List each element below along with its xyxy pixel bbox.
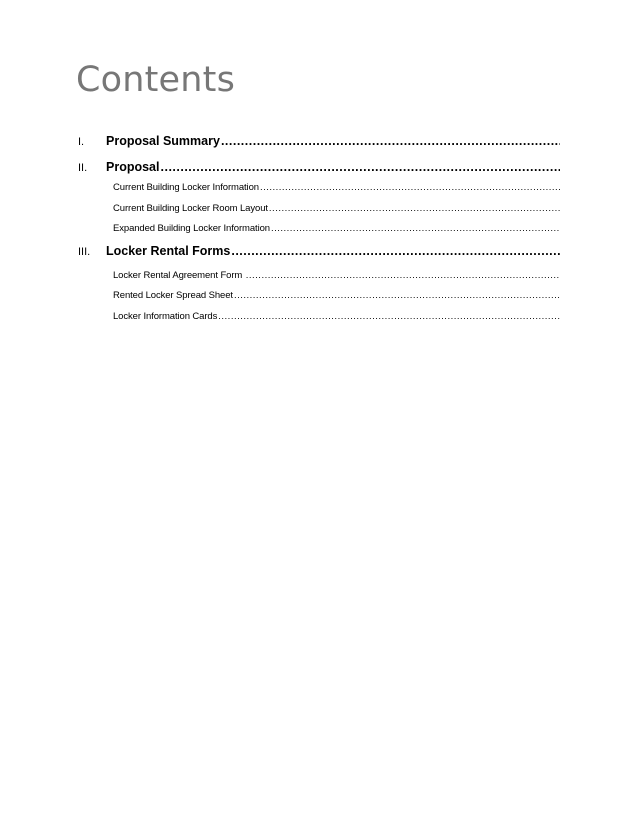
page-title: Contents [76, 60, 236, 100]
section-label: Proposal Summary [106, 134, 220, 148]
toc-subitem-current-building-locker-information[interactable] [78, 178, 560, 199]
dot-leader [269, 199, 560, 220]
section-numeral: I. [78, 136, 85, 148]
section-numeral: II. [78, 162, 88, 174]
toc-subitem-locker-information-cards[interactable] [78, 307, 560, 328]
dot-leader [161, 156, 561, 178]
dot-leader [221, 130, 560, 152]
dot-leader [234, 286, 560, 307]
subitem-label: Current Building Locker Room Layout [113, 202, 268, 214]
subitem-label: Locker Rental Agreement Form [113, 269, 245, 281]
toc-section-proposal-summary[interactable] [78, 130, 560, 152]
toc-subitem-expanded-building-locker-information[interactable] [78, 219, 560, 240]
toc-subitem-current-building-locker-room-layout[interactable] [78, 199, 560, 220]
subitem-label: Rented Locker Spread Sheet [113, 290, 233, 301]
dot-leader [260, 178, 560, 199]
section-label: Locker Rental Forms [106, 243, 231, 258]
table-of-contents [78, 130, 560, 327]
dot-leader [246, 266, 560, 287]
subitem-label: Locker Information Cards [113, 310, 218, 322]
dot-leader [271, 219, 560, 240]
section-label: Proposal [106, 160, 160, 174]
subitem-label: Expanded Building Locker Information [113, 223, 270, 234]
section-numeral: III. [78, 245, 91, 258]
toc-section-locker-rental-forms[interactable] [78, 240, 560, 262]
subitem-label: Current Building Locker Information [113, 182, 259, 193]
dot-leader [218, 307, 560, 328]
dot-leader [231, 240, 560, 262]
toc-subitem-locker-rental-agreement-form[interactable] [78, 266, 560, 287]
toc-subitem-rented-locker-spread-sheet[interactable] [78, 286, 560, 307]
toc-section-proposal[interactable] [78, 156, 560, 178]
